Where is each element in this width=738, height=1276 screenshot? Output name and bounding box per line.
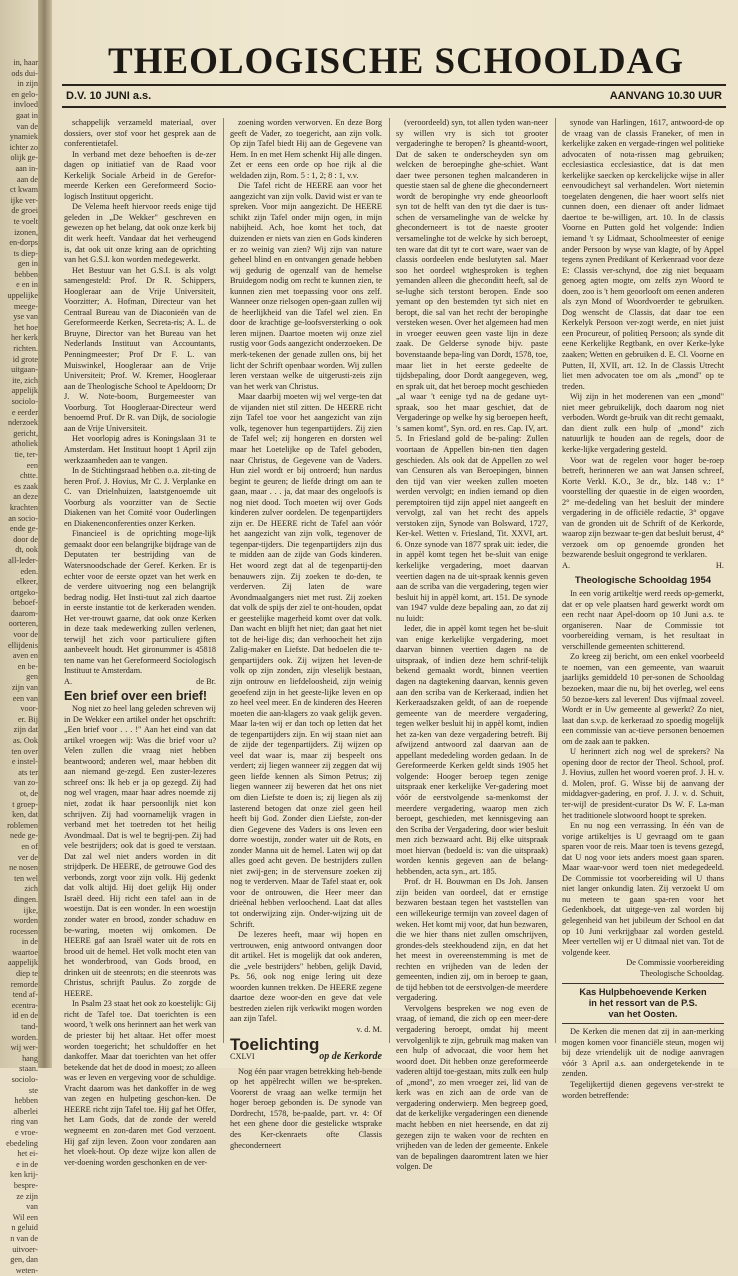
margin-fragment: her kerk (10, 333, 38, 343)
paragraph: Vervolgens bespreken we nog even de vraag, of iemand, die zich op een meer-dere vergadering beroept, omdat hij meent vervolgenlijk te zijn, gebruik mag maken van een hulp of advocaat, die voor hem het woord doet. Dit hebben onze gereformeerde vaderen altijd toe-gestaan, mits zulk een hulp of „mond", zo men vroeger zei, lid van de kerk was en zich aan de orde van de vergadering onderwierp. Men begreep goed, dat de kerkelijke vergaderingen een dienende macht hebben en niet heersende, en dat zij gezegen zijn te waken voor de rechten en vrijheden van de leden der gemeente. Enkele van de bepalingen daaromtrent laten we hier volgen. De (396, 1003, 548, 1172)
letter-article-continuation (230, 118, 382, 1025)
margin-fragment: een van (12, 693, 38, 703)
paragraph: In verband met deze behoeften is de-zer dagen op initiatief van de Raad voor Kerkelijk Sociale Arbeid in de Gerefor-meerde Kerken een Gereformeerd Socio-logisch Instituut opgericht. (64, 149, 216, 201)
margin-fragment: ver de (17, 852, 38, 862)
margin-fragment: ten over (11, 746, 38, 756)
column-3 (396, 118, 548, 1172)
margin-fragment: staan. (19, 1064, 38, 1074)
letter-article-heading: Een brief over een brief! (64, 688, 208, 703)
paragraph: Zo kreeg zij bericht, om een enkel voorbeeld te noemen, van een gemeente, van waaruit jaarlijks gemiddeld 10 per-sonen de Schooldag bezoeken, maar die nu, bij het overleg, wel eens 50 bezoe-kers zal leveren! Dus vijfmaal zoveel. Wordt er in Uw gemeente al gewerkt? Zo niet, laat dan s.v.p. de kerkeraad zo spoedig mogelijk een commissie van ac-tieve personen benoemen om de zaak aan te pakken. (562, 652, 724, 746)
margin-fragment: te voelt (13, 216, 38, 226)
margin-fragment: en gelo- (11, 89, 38, 99)
margin-fragment: gaat in (15, 110, 38, 120)
margin-fragment: hang (22, 1053, 38, 1063)
paragraph: In de Stichtingsraad hebben o.a. zit-ting de heren Prof. J. Hovius, Mr C. J. Verplanke en C. van Drielnhuizen, laatstgenoemde uit Voorburg als voorzitter van de Sectie Diakenen van het Comité voor Ouderlingen en Diakenenconferenties onzer Kerken. (64, 466, 216, 528)
margin-fragment: an deze (13, 492, 38, 502)
margin-fragment: tend af- (12, 990, 38, 1000)
margin-fragment: Wil een (12, 1212, 38, 1222)
toelichting-heading: Toelichting (230, 1034, 320, 1054)
paragraph: Maar daarbij moeten wij wel verge-ten dat de vijanden niet stil zitten. De HEERE richt zijn Tafel toe voor het aangezicht van zijn volk, tegenover hun tegenpartijders. Zij zien de Tafel wel; zij hongeren en dorsten wel maar het Loetelijke op de Tafel geboden, naar Christus, de Gegevene van de Vaders. Hun ziel wordt er bij ontroerd; hun nardus begint te geuren; de liefde dringt om aan te gaan, maar . . . ja, dat maar des ongeloofs is nog niet dood. Toch moeten wij over Gods kinderen zulver oordelen. De tegenpartijders zijn er. De HEERE richt de Tafel aan vóór het aangezicht van zijn volk, tegenover de tegenpar-tijders. Die tegenpartijders zijn dus te midden aan de zijde van Gods kinderen. Het woord zegt dat al de tegenpartij-den benauwers zijn. Zij zoeken te do-den, te verderven. Zij laten de ware Avondmaalgangers niet met rust. Zij zoeken dat volk de spijs der ziel te ont-houden, opdat er geestelijke magerheid komt over dat volk. Dan wacht en blijft het niet; dan gaat het niet tot de hei-lige dis; dan verhoocheit het zijn Zalig-maker en Liefste. Dat bedoelen die te-genpartijders ook. Zij wijzen het leven-de volk op zijn zonden, zijn vleselijk bestaan, zijn ontrouw en liefdeloosheid, zijn weinig geoefend zijn in het geeste-lijke leven en op zo heel veel meer. En de kinderen des Heeren moeten die aan-klagers zo vaak gelijk geven. Maar la-ten wij er dan toch op letten dat het de tegenpartijders zijn. En wij staan niet aan de zijde der tegenpartijders. Zij wijzen op veel dat waar is, maar zij bespeelt ons verdert; zij liegen wanneer zij zeggen dat wij geen liefde kennen als Simon Petrus; zij liegen wanneer zij beweren dat het ons niet om dien Liefste te doen is; zij liegen als zij lasterend betogen dat onze ziel geen heil heeft bij God. Zonder dien Liefste, zon-der dien Gegevene des Vaders is ons leven een dorre woestijn, zonder water uit de Rots, en zonder Manna uit de hemel. Laten wij op dat alles goed acht geven. De bestrijders zullen niet zwij-gen; in de stervensure zoeken zij nog te verderven. Maar de Tafel staat er, ook voor de ontrouwen, die Heer meer dan drieënal hebben verloochend. Laat dat alles tot onderwijzing zijn. Onder-wijzing uit de Schrift. (230, 392, 382, 929)
column-1 (64, 118, 216, 1167)
paragraph: U herinnert zich nog wel de sprekers? Na opening door de rector der Theol. School, prof. J. Hovius, zullen het woord voeren prof. J. H. v. d. Molen, prof. G. Wisse bij de aanvang der middagver-gadering, en prof. J. J. v. d. Schuit, ter-wijl de president-curator Ds W. F. La-man het traditionele slotwoord hoopt te spreken. (562, 747, 724, 820)
margin-fragment: van zo- (13, 778, 38, 788)
margin-fragment: weten- (15, 1265, 38, 1275)
margin-fragment: ste (28, 1085, 38, 1095)
margin-fragment: e en in (16, 280, 38, 290)
margin-fragment: ende ge- (10, 524, 38, 534)
paragraph: Tegelijkertijd dienen gegevens ver-strekt te worden betreffende: (562, 1080, 724, 1100)
margin-fragment: bebben (14, 269, 38, 279)
margin-fragment: tie, ter- (14, 449, 38, 459)
paragraph: En nu nog een verrassing. In één van de vorige artikeltjes is U gevraagd om te gaan sparen voor de reis. Maar toen is tevens gezegd, dat U nog voor iets anders moest gaan sparen. Maar waar-voor werd toen niet medegedeeld. De Commissie tot voorbereiding wil U thans niet langer onkundig laten. Zij verzoekt U om nu meteen te gaan spa-ren voor het Gedenkboek, dat uitgege-ven zal worden bij gelegenheid van het jubileum der School en dat op 10 Juni verkrijgbaar zal worden gesteld. Meer vertellen wij er U ditmaal niet van. Tot de volgende keer. (562, 821, 724, 957)
margin-fragment: ct kwam (10, 185, 38, 195)
toelichting-subheading (230, 1052, 382, 1063)
margin-fragment: ats ter (18, 767, 38, 777)
paragraph: Voor wat de regelen voor hoger be-roep betreft, herinneren we aan wat Jansen schreef, Korte Verkl. K.O., 3e dr., blz. 148 v.: 1° voorstelling der quaestie in de eigen woorden, 2° me-dedeling van het besluit der mindere vergadering in de officiële redactie, 3° opgave van de gronden uit de Schrift of de Kerkorde, waarop zijn bezwaar te-gen dat besluit berust, 4° verzoek om op genoemde gronden het bezwarende besluit ongegrond te verklaren. (562, 455, 724, 560)
margin-fragment: as. Ook (12, 736, 38, 745)
margin-fragment: voor- (20, 704, 38, 714)
margin-fragment: tand- (21, 1022, 38, 1032)
toel-sign-left: A. (562, 560, 571, 570)
margin-fragment: ebedeling (6, 1138, 38, 1148)
toelichting-conclusion (562, 118, 724, 561)
paragraph: In Psalm 23 staat het ook zo koestelijk: Gij richt de Tafel toe. Dat toerichten is een woord, 't welk ons herinnert aan het werk van de priester bij het altaar. Het offer moest worden toegericht; het schuldoffer en het dankoffer. Maar dat toerichten van het offer betekende dat het de dood in moest; zo alleen was er leven en vergeving voor de schuldige. Vracht daarom was het dankoffer in de weg van zegen en hulpeting geschon-ken. De HEERE richt zijn Tafel toe. Hij gaf het Offer, het Lam Gods, dat de zonde der wereld wegneemt en zon-daren met God verzoent. Hij gaf zijn leven. Zoon voor zondaren aan het vloek-hout. Op deze wijze kon allen de ver-doening worden geschonken en de ver- (64, 999, 216, 1167)
paragraph: schappelijk verzameld materiaal, over dossiers, over stof voor het gesprek aan de conferentietafel. (64, 118, 216, 149)
margin-fragment: ot, de (19, 788, 38, 798)
paragraph: Het voorlopig adres is Koningslaan 31 te Amsterdam. Het Instituut hoopt 1 April zijn werkzaamheden aan te vangen. (64, 434, 216, 465)
margin-fragment: ten wel (14, 873, 38, 883)
paragraph: De lezeres heeft, maar wij hopen en vertrouwen, enig antwoord ontvangen door dit artikel. Het is mogelijk dat ook anderen, die „vele bestrijders" hebben, gelijk David, Ps. 56, ook nog enige lering uit deze woorden kunnen trekken. De HEERE zegene daartoe deze woor-den en geve dat vele bestreden zielen rijk verkwikt mogen worden aan zijn Tafel. (230, 930, 382, 1024)
margin-fragment: en be- (17, 661, 38, 671)
margin-fragment: nede ge- (10, 831, 38, 841)
margin-fragment: daarom- (10, 608, 38, 618)
margin-fragment: aappelijk (7, 958, 38, 968)
margin-fragment: diep te (15, 969, 38, 979)
margin-fragment: er. Bij (17, 714, 38, 724)
intro-sign-right: de Br. (196, 676, 216, 686)
margin-fragment: uppelijke (7, 291, 38, 301)
margin-fragment: worden. (11, 1032, 38, 1042)
margin-fragment: beboef- (12, 598, 38, 608)
margin-fragment: worden (13, 916, 38, 926)
margin-fragment: eden. (20, 566, 38, 576)
previous-page-margin-text (0, 58, 38, 1275)
margin-fragment: het hoe (14, 322, 38, 332)
paragraph: Nog één paar vragen betrekking heb-bende op het appèlrecht willen we be-spreken. Voorerst de vraag aan welke termijn het hoger beroep gebonden is. De synode van Dordrecht, 1578, be-paalde, part. vr. 4: Of het een ghene door die gestelicke wtsprake des Ker-ckenraets ofte Classis gheconderneert (230, 1066, 382, 1150)
margin-fragment: remorde (10, 979, 38, 989)
margin-fragment: oorteren, (8, 619, 38, 629)
margin-fragment: de groei (11, 206, 38, 216)
margin-fragment: ze zijn (16, 1191, 38, 1201)
margin-fragment: zijn dat (13, 725, 38, 735)
margin-fragment: ken krij- (10, 1170, 38, 1180)
paragraph: Wij zijn in het moderenen van een „mond" niet meer gebruikelijk, doch daarom nog niet verboden. Wordt ge-bruik van dit recht gemaakt, dan dient zulk een hulp of „mond" zich natuurlijk te houden aan de regels, door de kerke-lijke vergadering gesteld. (562, 392, 724, 454)
column-4 (562, 118, 724, 1100)
margin-fragment: e eerder (11, 407, 38, 417)
margin-fragment: alberlei (13, 1106, 38, 1116)
margin-fragment: e in de (16, 1159, 38, 1169)
sociological-institute-article (64, 118, 216, 677)
margin-fragment: ring van (10, 1117, 38, 1127)
toelichting-number: CXLVI (230, 1052, 255, 1062)
margin-fragment: in zijn (17, 79, 38, 89)
margin-fragment: bespre- (13, 1180, 38, 1190)
margin-fragment: een (26, 460, 38, 470)
commission-signature-1: De Commissie voorbereiding (626, 958, 724, 968)
margin-fragment: ortgeko- (10, 587, 38, 597)
margin-fragment: het ei- (17, 1149, 38, 1159)
margin-fragment: gen in (17, 259, 38, 269)
margin-fragment: n van de (10, 1233, 38, 1243)
binding-spine (38, 0, 52, 1068)
schooldag-body (562, 589, 724, 958)
margin-fragment: id grote (12, 354, 38, 364)
margin-fragment: ynamiek (9, 132, 38, 142)
margin-fragment: ijke, (23, 905, 38, 915)
margin-fragment: in de (21, 937, 38, 947)
paragraph: zoening worden verworven. En deze Borg geeft de Vader, zo toegericht, aan zijn volk. Op zijn Tafel biedt Hij aan de Gegevene van Hem. In en met Hem schenkt Hij alle dingen. Zet er eens een orde op hoe rijk al die weldaden zijn, Rom. 5 : 1, 2; 8 : 1, v.v. (230, 118, 382, 180)
paragraph: Financieel is de oprichting moge-lijk gemaakt door een belangrijke bijdrage van de Deputaten ter bestrijding van de Watersnoodschade der Geref. Kerken. Er is echter voor de eerste opzet van het werk en de verdere uitvoering nog een belangrijk bedrag nodig. Het Insti-tuut zal zich daartoe in eerste instantie tot de kerkeraden wenden. Het ver-trouwt gaarne, dat ook onze Kerken in deze taak medewerking zullen verlenen, terwijl het zich voor particuliere giften aanbeveelt houdt. Het gironummer is 45818 ten name van het Gereformeerd Sociologisch Instituut te Amsterdam. (64, 529, 216, 676)
margin-fragment: van (26, 1202, 38, 1212)
margin-fragment: sociolo- (11, 1075, 38, 1084)
margin-fragment: en of (21, 841, 38, 851)
margin-fragment: rocessen (9, 926, 38, 936)
paragraph: Ieder, die in appèl komt tegen het be-sluit van enige kerkelijke vergadering, moet daarvan binnen veertien dagen na de uitspraak, of indien deze hem schrif-telijk bekend gemaakt wordt, binnen veertien dagen na dagtekening daarvan, kennis geven aan den scriba van de Kerkeraad, indien het Kerkeraadszaken geldt, of aan de roepende gemeente van de meerdere vergadering, tegen welker besluit hij in appèl komt, indien het za-ken van deze vergadering betreft. Bij afwijzend antwoord zal daarvan aan de appellant mededeling worden gedaan. In de Gereformeerde Kerken geldt sinds 1905 het volgende: Hooger beroep tegen zenige uitspraak ener kerkelijke Ver-gadering moet vóór de eerstvolgende sa-menkomst der meerdere vergadering, waarop men zich beroept, geschieden, met kennisgeving aan den Scriba der Vergadering, door wier besluit men zich bezwaard acht. Bij elke uitspraak moet hiervan (bedoeld is: van die uitspraak) worden kennis gegeven aan de belang-hebbenden, acta syn., art. 185. (396, 624, 548, 876)
margin-fragment: krachten (9, 502, 38, 512)
schooldag-heading: Theologische Schooldag 1954 (574, 574, 712, 586)
toelichting-body (230, 1067, 382, 1151)
paragraph: Die Tafel richt de HEERE aan voor het aangezicht van zijn volk. David wist er van te spreken. Voor mijn aangezicht. De HEERE schikt zijn Tafel onder mijn ogen, in mijn nabijheid. Ach, hoe komt het toch, dat duizenden er niets van zien en Gods kinderen er zo weinig van zien? Wij zijn van nature geheel blind en en ontvangen genade hebben wij gedurig de ogenzalf van de hemelse Bruidegom nodig om recht te kunnen zien, te kunnen zien met toepassing voor ons zelf. Wanneer onze rielsogen open-gaan zullen wij de heerlijkheid van die Tafel wel zien. En door de krachtige ge-loofsversterking o ook leren mijnen. Daartoe moeten wij onze ziel rustig voor Gods aangezicht onderzoeken. De merk-tekenen der genade zullen ons, bij het licht der Schrift openbaar worden. Wij zullen leren verstaan welke de uitgerusti-zeis zijn van het werk van Christus. (230, 181, 382, 391)
margin-fragment: sociolo- (11, 397, 38, 406)
margin-fragment: ken, dat (12, 810, 38, 820)
margin-fragment: door de (13, 534, 38, 544)
paragraph: Nog niet zo heel lang geleden schreven wij in De Wekker een artikel onder het opschrift: „Een brief voor . . . !" Aan het eind van dat artikel vroegen wij: Was die brief voor u? Velen zullen die vraag niet hebben beantwoord; anderen wel, maar hebben dit aan niemand ge-zegd. Een zuster-lezeres schreef ons: Ik heb er ja op gezegd. Zij had nog wel vragen, maar haar adres noemde zij niet, zodat ik haar persoonlijk niet kon schrijven. Zij had voornamelijk vragen in verband met het toetreden tot het heilig Avondmaal. Dat is wel te begrij-pen. Zij had vele bestrijders; ook dat is goed te verstaan. Dat zal wel niet anders worden in dit strijdperk. De HEERE, de getrouwe God des verbonds, zorgt voor zijn volk. Hij gedenkt dat volk altijd. Hij doet gelijk Hij onder Israël deed. Hij richt een tafel aan in de woestijn. Dat is een wonder. In een woestijn zonder water en brood, zonder schaduw en be-waring, moeten wij omkomen. De HEERE gaf aan Israël water uit de rots en brood uit de hemel. Het volk mocht eten van het wonderbrood, van Gods brood, en drinken uit de steenrots; en die steenrots was Christus, schrijft Paulus. Zo zorgde de HEERE. (64, 704, 216, 998)
letter-article-body (64, 704, 216, 1168)
margin-fragment: elkeer, (16, 577, 38, 587)
margin-fragment: ite, zich (12, 375, 38, 385)
paragraph: In een vorig artikeltje werd reeds op-gemerkt, dat er op vele plaatsen hard gewerkt wordt om een recht naar Apel-doorn op 10 Juni a.s. te organiseren. Naar de Commissie tot voorbereiding vernam, is het resultaat in verschillende gemeenten schitterend. (562, 589, 724, 651)
commission-signature-2: Theologische Schooldag. (640, 968, 724, 978)
margin-fragment: zich (24, 884, 38, 894)
margin-fragment: t groep- (12, 799, 38, 809)
margin-fragment: in, haar (13, 58, 38, 67)
event-start-time: AANVANG 10.30 UUR (609, 90, 722, 102)
margin-fragment: meege- (13, 301, 38, 311)
margin-fragment: richten. (13, 344, 38, 354)
margin-fragment: uitgaan- (11, 365, 38, 375)
margin-fragment: invloed (13, 100, 38, 110)
margin-fragment: ne nosen (9, 863, 38, 873)
toelichting-continuation (396, 118, 548, 1173)
margin-fragment: ts diep- (13, 248, 38, 258)
margin-fragment: aan in- (15, 163, 38, 173)
toelichting-signature (562, 561, 724, 572)
column-2 (230, 118, 382, 1150)
margin-fragment: atholiek (11, 439, 38, 449)
margin-fragment: ichter zo (9, 142, 38, 152)
masthead-rule-bottom (62, 106, 726, 108)
margin-fragment: nderzoek (7, 418, 38, 428)
margin-fragment: ods dui- (11, 68, 38, 78)
column-divider (223, 118, 224, 1043)
paragraph: (veroordeeld) syn, tot allen tyden wan-neer sy willen vry is sich tot grooter vergaderinghe te beropen? Is gheantd-woort, Dat de saken te onderscheyden syn om welcken de beroepinghe ghe-schiet. Want daer twee personen teghen malcanderen in questie staen sal de ghene die gheconderneert wordt de beropinghe vry ende gheoorlooft syn tot de helft van den tyt die daer is tus-schen de versamelinghe van de welcke hy gheconderneert is tot de naeste grooter versamelinghe tot de welcke hy sich beroept, ten ware dat dit tyt te cort ware, waer van de classis oordeelen ende beslutyten sal. Maer soo het oordeel wtghesproken is teghen yemanden alleen die gheconditt heeft, sal de se-lughe sich terstont beropen. Ende soo yemant op den bestemden tyt sich niet en beropt, die sal van het recht der beropinghe versteken wesen. Over het algemeen had men in vroeger eeuwen geen vaste lijn in deze zaak. De Gelderse synode bijv. paste bovenstaande bepa-ling van Dordt, 1578, toe, maar liet in het eerste gedeelte de tijdsbepaling, door Dordt aangegeven, weg, en sprak uit, dat het beroep mocht geschieden „al waar 't eenige tyd na de gedane uyt-spraak, soo het maar geschiet, dat de Vergaderinge op welke hy sig beroepen heeft, 's samen komt", Syn. ord. en res. Cap. IV, art. 5. In Friesland gold de be-paling: Zullen voortaan de Appellen bin-nen tien dagen geschieden. Als ook dat de Appellen zo wel van Censuren als van Beroepingen, binnen den tijd van vier weeken zullen moeten werden vervolgt; en indien iemand op dien peremptoiren tijd zijn appel niet aangeeft en vervolgt, zal van het recht des appels verstoken zijn, Synode van Bolsward, 1727, Ker-kel. Wetten v. Friesland, Tit. XXVI, art. 6. Onze synode van 1877 sprak uit: ieder, die in appèl komt tegen het be-sluit van enige kerkelijke vergadering, moet daarvan veertien dagen na de uit-spraak kennis geven aan de scriba van die vergadering, tegen wier besluit hij in appèl komt, art. 151. De synode van 1947 vulde deze bepaling aan, zo dat zij nu luidt: (396, 118, 548, 623)
margin-fragment: gericht, (13, 428, 38, 438)
paragraph: De Velema heeft hiervoor reeds enige tijd geleden in „De Wekker" geschreven en gewezen op het belang, dat ook onze kerk bij dit werk heeft. Vandaar dat het verheugend is, dat ook uit onze kring aan de oprichting van het G.S.I. kon worden medegewerkt. (64, 202, 216, 265)
letter-signature: v. d. M. (356, 1025, 382, 1035)
margin-fragment: es zaak (14, 481, 38, 491)
margin-fragment: waartoe (12, 947, 38, 957)
kas-heading-line: in het ressort van de P.S. (588, 998, 698, 1009)
margin-fragment: roblemen (7, 820, 38, 830)
kas-heading (562, 987, 724, 1020)
margin-fragment: wij wer- (10, 1043, 38, 1053)
masthead-rule-top (62, 84, 726, 86)
intro-signature (64, 677, 216, 688)
margin-fragment: ijke ver- (10, 195, 38, 205)
margin-fragment: uitvoer- (12, 1244, 38, 1254)
margin-fragment: van de (16, 121, 38, 131)
margin-fragment: aan de (16, 174, 38, 184)
margin-fragment: appelijk (11, 386, 38, 396)
margin-fragment: izonen, (14, 227, 38, 237)
margin-fragment: an socio- (8, 513, 38, 523)
masthead-title: THEOLOGISCHE SCHOOLDAG (107, 41, 685, 82)
margin-fragment: dingen. (13, 894, 38, 904)
paragraph: Het Bestuur van het G.S.I. is als volgt samengesteld: Prof. Dr R. Schippers, Hoogleraar aan de Vrije Universiteit, Voorzitter; A. Hofman, Directeur van het Centraal Bureau van de Diaconieën van de Gereformeerde Kerken, Secreta-ris; A. L. de Bruyne, Director van het Bureau van het Nederlands Instituut van Accountants, Penningmeester; Prof Dr F. L. van Muiswinkel, Hoogleraar aan de Vrije Universiteit; Prof. W. Kremer, Hoogleraar aan de Theologische School te Apeldoorn; Dr J. W. Note-boom, Burgemeester van Voorburg. Tot Hoogleraar-Directeur werd benoemd Prof. Dr R. van Dijk, de sociologie aan de Vrije Universiteit. (64, 265, 216, 433)
margin-fragment: gen (26, 672, 38, 682)
margin-fragment: dt, ook (15, 545, 38, 555)
margin-fragment: e vroe- (15, 1127, 38, 1137)
margin-fragment: n geluid (11, 1223, 38, 1233)
event-date: D.V. 10 JUNI a.s. (66, 90, 152, 102)
kas-body (562, 1027, 724, 1101)
margin-fragment: ecentra- (11, 1000, 38, 1010)
kas-heading-line: van het Oosten. (608, 1009, 678, 1020)
paragraph: Prof. dr H. Bouwman en Ds Joh. Jansen zijn beiden van oordeel, dat er ernstige bezwaren bestaan tegen het vaststellen van een willekeurige termijn van zoveel dagen of weken. Het komt mij voor, dat hun bezwaren, die we hier thans niet zullen omschrijven, grondes-dels steekhoudend zijn, en dat het het meest in overeenstemming is met de rechten en vrijheden van de leden der gemeenten, indien zij, om in beroep te gaan, de tijd hebben tot de eerstvolgen-de meerdere vergadering. (396, 877, 548, 1003)
margin-fragment: e instel- (11, 757, 38, 767)
paragraph: synode van Harlingen, 1617, antwoord-de op de vraag van de classis Franeker, of men in kerkelijke zaken en vergade-ringen wel politieke advocaten of nota-rissen mag gebruiken; ecclesiastica ecclesiastice, dat is dat men kerkelijke saecken op kerckelijcke wijse in aller eenvoudicheyt sal verhandelen. Wort nietemin toegelaten dengenen, die haer woort selfs niet cunnen doen, een dienaer oft ander lidmaet daertoe te be-willigen, art. 10. In de classis Voorne en Putten gold het volgende: Indien iemand 't sy Lidmaat, Schoolmeester of eenige ander Persoon by wyse van klagte, of by Appel tegens zynen Predikant of Kerkenraad voor deze E: Classis ver-schynd, doe zig niet bequaam genoeg agten mogte, om zelfs zyn Woord te doen, zoo is 't hem geoorlooft om eenen anderen als zyn Mond of Woordvoerder te gebruiken. Dog wenscht de Classis, dat daar toe een Kerkelyk Persoon ver-zogt werde, en niet juist een Procureur, of politieq Persoon; als synde dit eene Kerkelijke Regtbank, en over Kerke-lyke zaaken; Wetten en gebruiken d. E. Cl. Voorne en Putten, II, XVII, art. 12. In de Classis Utrecht liet men advocaten toe om als „mond" op te treden. (562, 118, 724, 391)
toelichting-subject: op de Kerkorde (319, 1051, 382, 1063)
margin-fragment: ellijdenis (7, 640, 38, 650)
margin-fragment: zijn van (11, 683, 38, 693)
toel-sign-right: H. (715, 560, 724, 570)
margin-fragment: en-dorps (9, 238, 38, 248)
kas-heading-line: Kas Hulpbehoevende Kerken (579, 987, 707, 998)
margin-fragment: id en de (12, 1011, 38, 1021)
margin-fragment: gen, dan (10, 1255, 38, 1265)
paragraph: De Kerken die menen dat zij in aan-merking mogen komen voor financiële steun, mogen wij bij deze vriendelijk uit de nodige aanvragen vóór 3 April a.s. aan ondergetekende in te zenden. (562, 1027, 724, 1079)
margin-fragment: all-leder- (8, 555, 38, 565)
margin-fragment: yse van (13, 312, 38, 322)
margin-fragment: aven en (12, 651, 38, 661)
column-divider (389, 118, 390, 1043)
margin-fragment: hebben (14, 1096, 38, 1106)
margin-fragment: olijk ge- (10, 153, 38, 163)
margin-fragment: chtte. (20, 471, 38, 481)
intro-sign-left: A. (64, 676, 73, 686)
kas-announcement-box (562, 983, 724, 1024)
margin-fragment: voor de (13, 630, 38, 640)
column-divider (555, 118, 556, 1043)
